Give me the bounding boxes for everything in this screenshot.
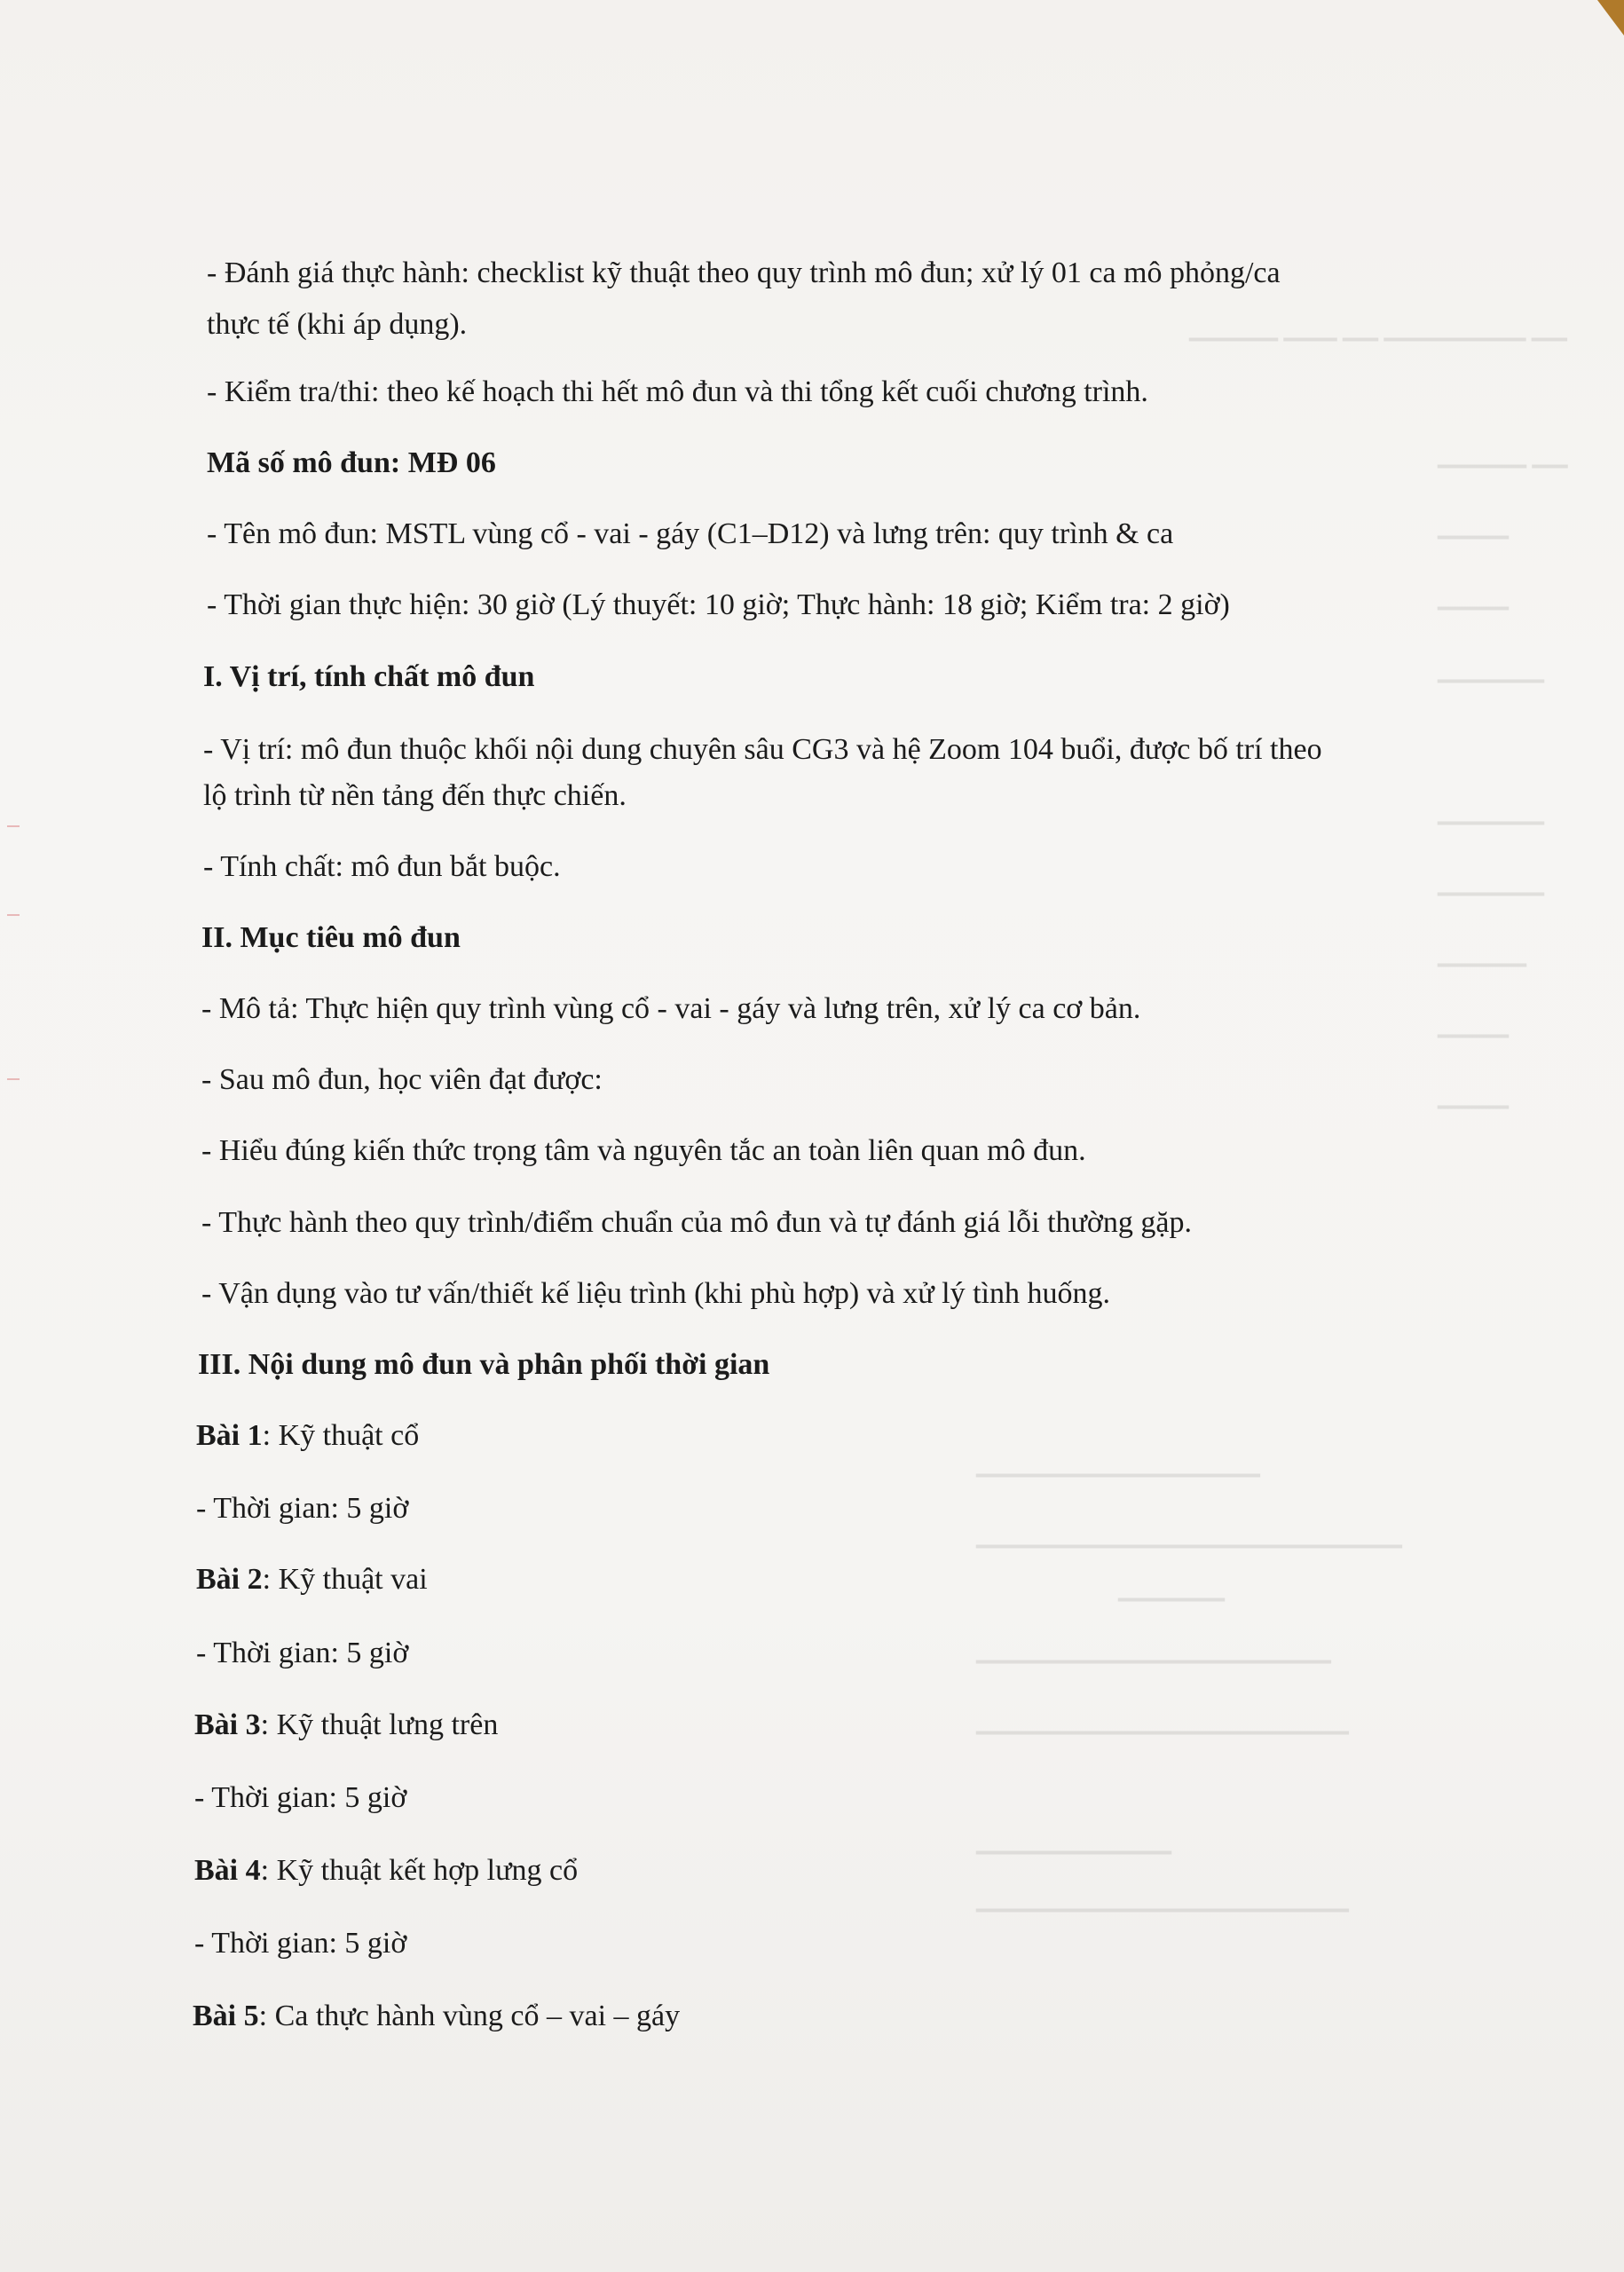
show-through-text: ▁▁▁▁▁▁ [1118,1575,1225,1601]
show-through-text: ▁▁▁▁ [1438,1083,1509,1108]
module-name-line: - Tên mô đun: MSTL vùng cổ - vai - gáy (C1–D12) và lưng trên: quy trình & ca [207,517,1174,550]
position-line: - Vị trí: mô đun thuộc khối nội dung chuyên sâu CG3 và hệ Zoom 104 buổi, được bố trí theo [203,733,1322,766]
section-heading-2: II. Mục tiêu mô đun [201,921,461,954]
duration-line: - Thời gian thực hiện: 30 giờ (Lý thuyết: 10 giờ; Thực hành: 18 giờ; Kiểm tra: 2 giờ) [207,588,1230,621]
lesson-label: Bài 5 [193,2000,259,2032]
lesson-label: Bài 2 [196,1563,263,1596]
lesson-time: - Thời gian: 5 giờ [196,1492,409,1525]
lesson-title [193,1999,680,2034]
lesson-label: Bài 3 [194,1708,261,1741]
lesson-label: Bài 4 [194,1854,261,1887]
lesson-name: : Kỹ thuật kết hợp lưng cổ [260,1854,579,1887]
lesson-name: : Kỹ thuật lưng trên [260,1708,499,1741]
show-through-text: ▁▁▁▁▁▁ [1438,799,1544,824]
eval-practice-line: - Đánh giá thực hành: checklist kỹ thuật theo quy trình mô đun; xử lý 01 ca mô phỏng/ca [207,256,1281,289]
show-through-text: ▁▁▁▁▁ [1438,941,1526,966]
outcome-item: - Hiểu đúng kiến thức trọng tâm và nguyên tắc an toàn liên quan mô đun. [201,1134,1086,1167]
lesson-name: : Ca thực hành vùng cổ – vai – gáy [258,2000,681,2032]
outcome-item: - Thực hành theo quy trình/điểm chuẩn của mô đun và tự đánh giá lỗi thường gặp. [201,1206,1193,1239]
eval-practice-line-cont: thực tế (khi áp dụng). [207,308,468,341]
section-heading-3: III. Nội dung mô đun và phân phối thời gian [198,1348,770,1381]
show-through-text: ▁▁▁▁ [1438,584,1509,610]
show-through-text: ▁▁▁▁▁▁ [1438,870,1544,895]
module-code-heading: Mã số mô đun: MĐ 06 [207,446,496,479]
lesson-title [196,1562,428,1598]
lesson-name: : Kỹ thuật vai [262,1563,428,1596]
lesson-label: Bài 1 [196,1419,263,1452]
lesson-time: - Thời gian: 5 giờ [196,1637,409,1669]
exam-line: - Kiểm tra/thi: theo kế hoạch thi hết mô đun và thi tổng kết cuối chương trình. [207,375,1148,408]
nature-line: - Tính chất: mô đun bắt buộc. [203,850,561,883]
lesson-name: : Kỹ thuật cổ [262,1419,420,1452]
show-through-text: ▁▁▁▁▁ ▁▁▁ ▁▁ ▁▁▁▁▁▁▁▁ ▁▁ [1189,315,1567,341]
show-through-text: ▁▁▁▁▁▁ [1438,657,1544,682]
show-through-text: ▁▁▁▁▁▁▁▁▁▁▁▁▁▁▁▁▁▁▁▁ [976,1637,1331,1663]
lesson-time: - Thời gian: 5 giờ [194,1781,407,1814]
show-through-text: ▁▁▁▁▁▁▁▁▁▁▁▁▁▁▁▁▁▁▁▁▁▁▁▁ [976,1522,1402,1548]
show-through-text: ▁▁▁▁▁▁▁▁▁▁▁ [976,1828,1171,1854]
lesson-title [196,1418,419,1454]
show-through-text: ▁▁▁▁▁▁▁▁▁▁▁▁▁▁▁▁▁▁▁▁▁ [976,1708,1349,1734]
show-through-text: ▁▁▁▁ [1438,513,1509,539]
show-through-text: ▁▁▁▁ [1438,1012,1509,1037]
description-line: - Mô tả: Thực hiện quy trình vùng cổ - vai - gáy và lưng trên, xử lý ca cơ bản. [201,992,1141,1025]
show-through-text: ▁▁▁▁▁▁▁▁▁▁▁▁▁▁▁▁▁▁▁▁▁ [976,1886,1349,1912]
position-line-cont: lộ trình từ nền tảng đến thực chiến. [203,779,627,812]
lesson-title [194,1708,498,1743]
show-through-text: ▁▁▁▁▁ ▁▁ [1438,442,1568,468]
lesson-title [194,1853,578,1889]
section-heading-1: I. Vị trí, tính chất mô đun [203,660,535,693]
outcome-item: - Vận dụng vào tư vấn/thiết kế liệu trình (khi phù hợp) và xử lý tình huống. [201,1277,1111,1310]
outcomes-intro-line: - Sau mô đun, học viên đạt được: [201,1063,603,1096]
lesson-time: - Thời gian: 5 giờ [194,1927,407,1960]
show-through-text: ▁▁▁▁▁▁▁▁▁▁▁▁▁▁▁▁ [976,1451,1260,1477]
